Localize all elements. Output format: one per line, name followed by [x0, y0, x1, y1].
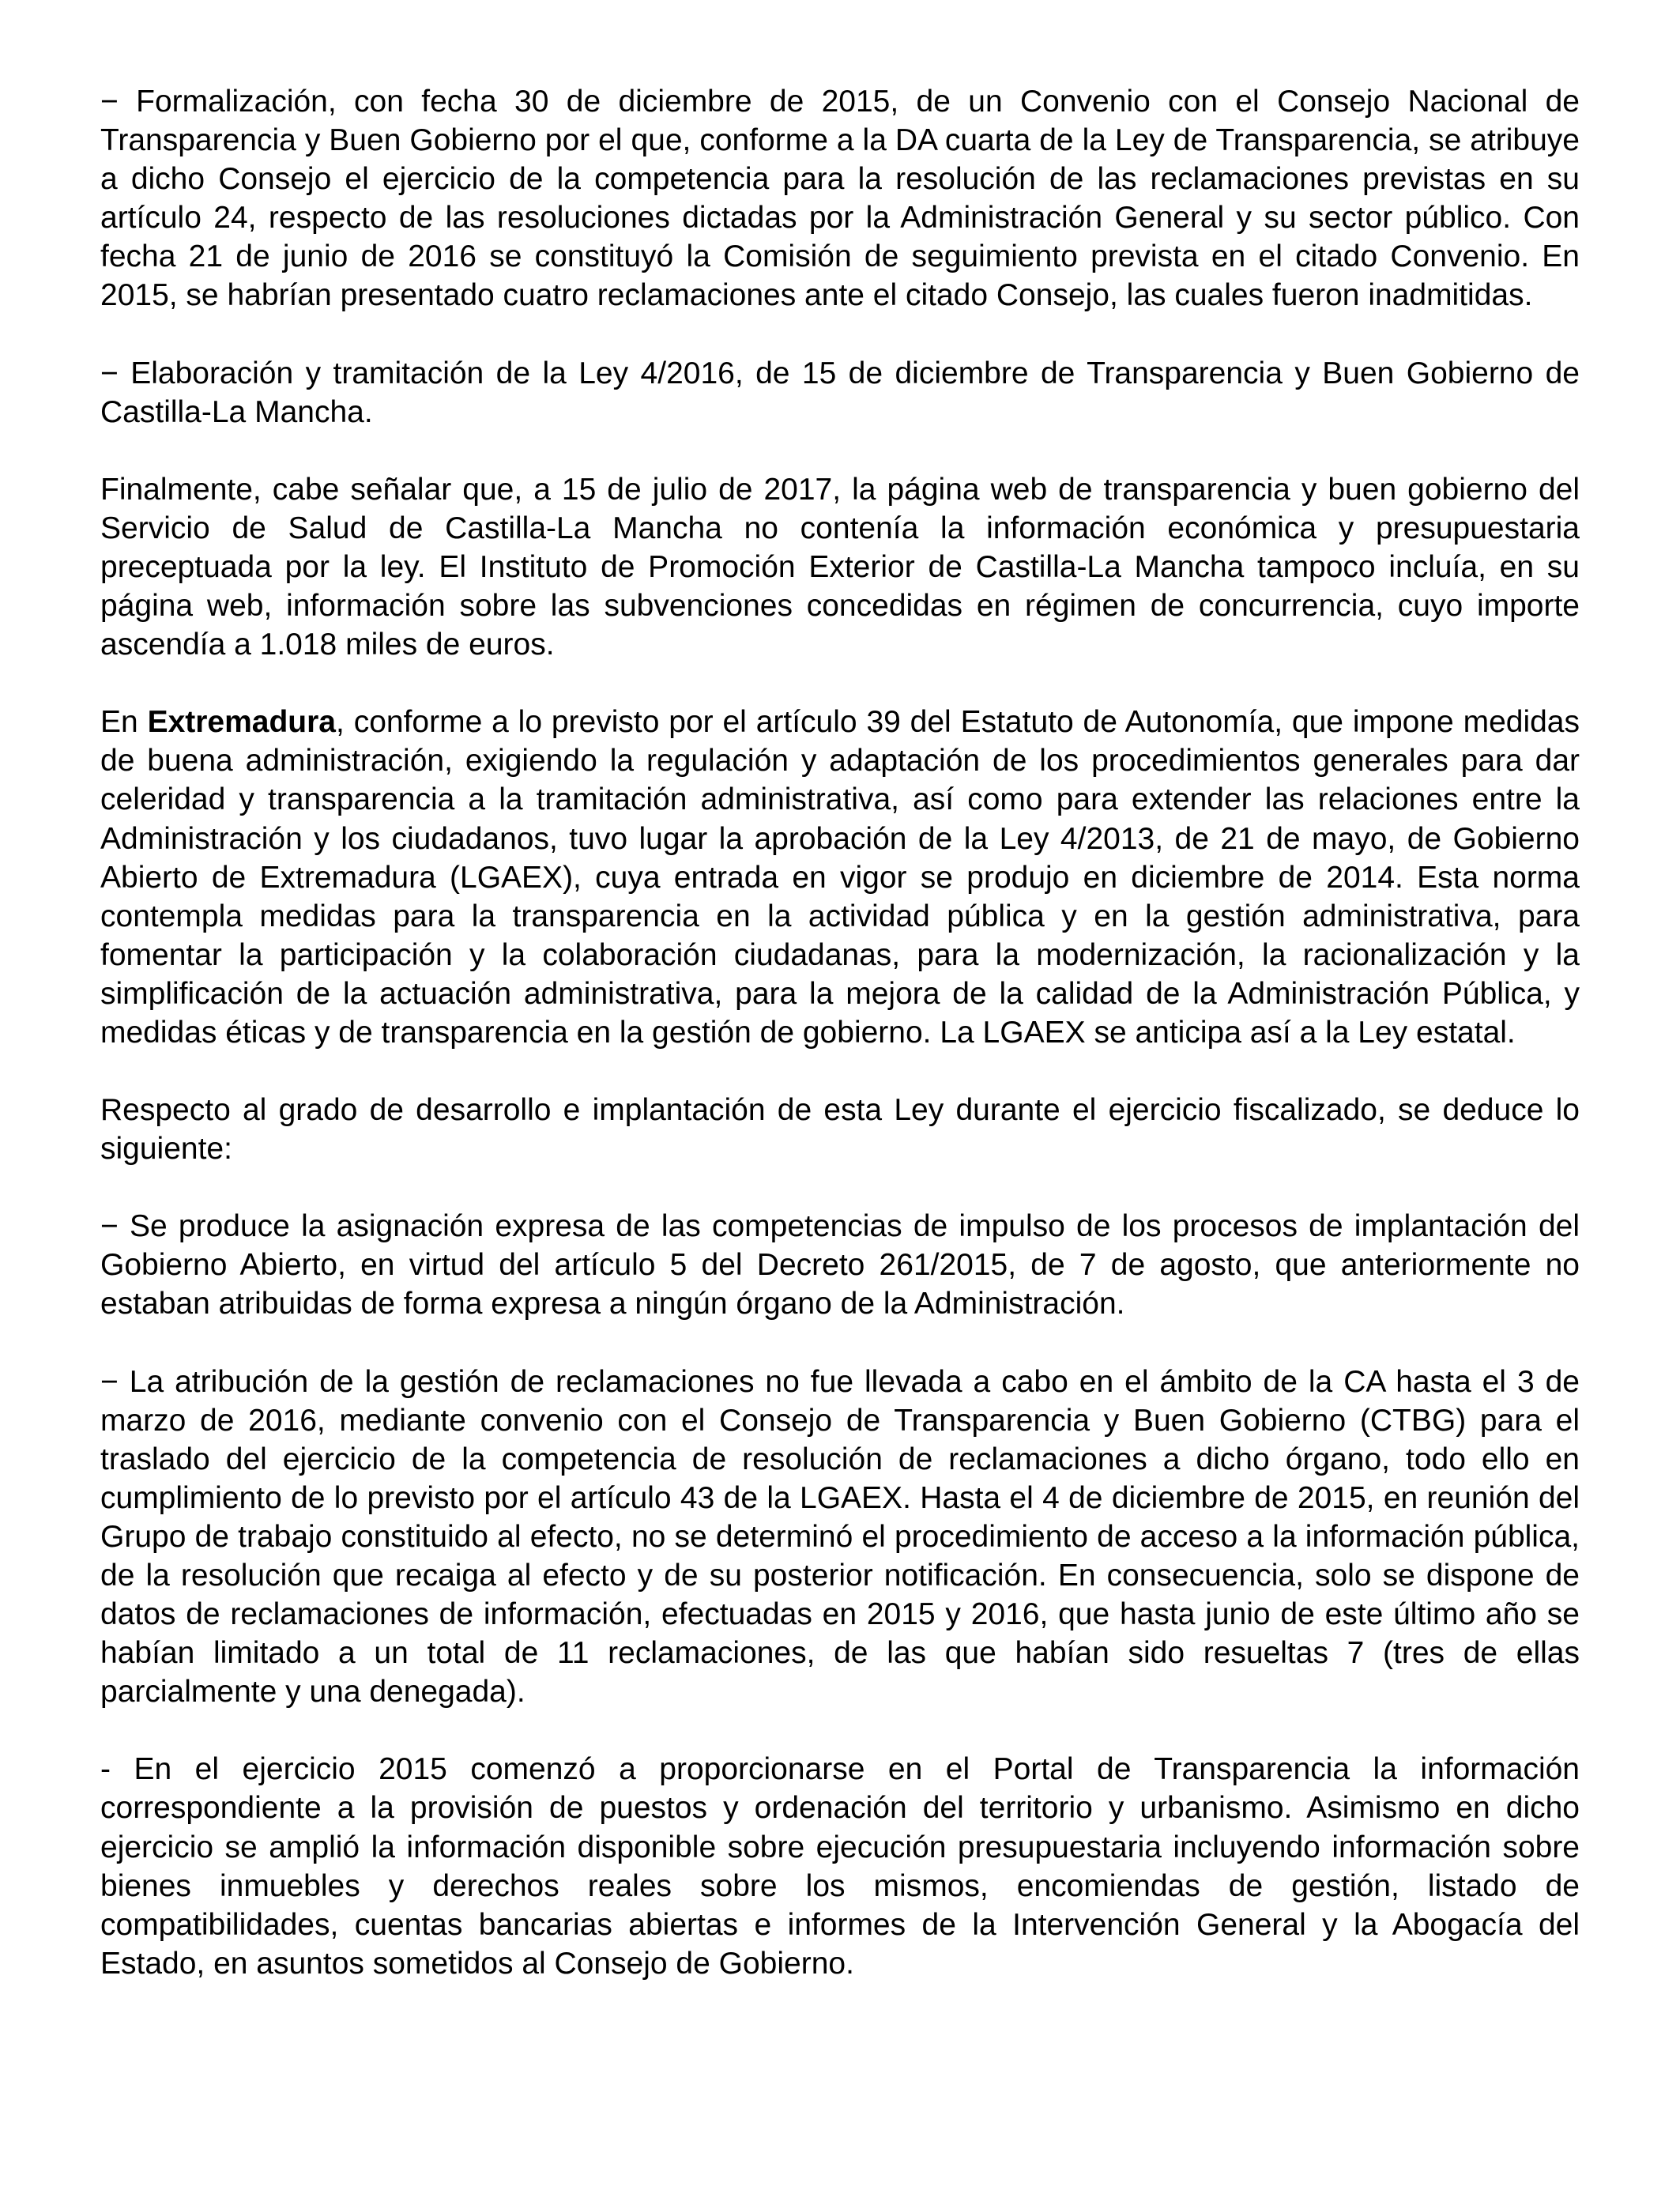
paragraph-text: Respecto al grado de desarrollo e implantación de esta Ley durante el ejercicio fiscalizado, se deduce lo siguiente:	[100, 1093, 1580, 1167]
paragraph-prefix: En	[100, 705, 148, 740]
paragraph-ley-castilla-la-mancha	[100, 354, 1580, 432]
paragraph-text: − Se produce la asignación expresa de las competencias de impulso de los procesos de implantación del Gobierno Abierto, en virtud del artículo 5 del Decreto 261/2015, de 7 de agosto, que anteriormente no estaban atribuidas de forma expresa a ningún órgano de la Administración.	[100, 1209, 1580, 1321]
paragraph-text: - En el ejercicio 2015 comenzó a proporcionarse en el Portal de Transparencia la información correspondiente a la provisión de puestos y ordenación del territorio y urbanismo. Asimismo en dicho ejercicio se amplió la información disponible sobre ejecución presupuestaria incluyendo información sobre bienes inmuebles y derechos reales sobre los mismos, encomiendas de gestión, listado de compatibilidades, cuentas bancarias abiertas e informes de la Intervención General y la Abogacía del Estado, en asuntos sometidos al Consejo de Gobierno.	[100, 1752, 1580, 1981]
paragraph-finalmente	[100, 470, 1580, 664]
region-name-bold: Extremadura	[147, 705, 336, 740]
paragraph-text: Finalmente, cabe señalar que, a 15 de julio de 2017, la página web de transparencia y buen gobierno del Servicio de Salud de Castilla-La Mancha no contenía la información económica y presupuestaria preceptuada por la ley. El Instituto de Promoción Exterior de Castilla-La Mancha tampoco incluía, en su página web, información sobre las subvenciones concedidas en régimen de concurrencia, cuyo importe ascendía a 1.018 miles de euros.	[100, 472, 1580, 662]
paragraph-extremadura	[100, 703, 1580, 1052]
paragraph-text: − Elaboración y tramitación de la Ley 4/2016, de 15 de diciembre de Transparencia y Buen Gobierno de Castilla-La Mancha.	[100, 356, 1580, 429]
paragraph-portal-transparencia	[100, 1750, 1580, 1983]
paragraph-atribucion-reclamaciones	[100, 1363, 1580, 1712]
document-page	[100, 82, 1580, 1983]
paragraph-text: , conforme a lo previsto por el artículo 39 del Estatuto de Autonomía, que impone medidas de buena administración, exigiendo la regulación y adaptación de los procedimientos generales para dar celeridad y transparencia a la tramitación administrativa, así como para extender las relaciones entre la Administración y los ciudadanos, tuvo lugar la aprobación de la Ley 4/2013, de 21 de mayo, de Gobierno Abierto de Extremadura (LGAEX), cuya entrada en vigor se produjo en diciembre de 2014. Esta norma contempla medidas para la transparencia en la actividad pública y en la gestión administrativa, para fomentar la participación y la colaboración ciudadanas, para la modernización, la racionalización y la simplificación de la actuación administrativa, para la mejora de la calidad de la Administración Pública, y medidas éticas y de transparencia en la gestión de gobierno. La LGAEX se anticipa así a la Ley estatal.	[100, 705, 1580, 1050]
paragraph-respecto-grado	[100, 1091, 1580, 1168]
paragraph-convenio-consejo	[100, 82, 1580, 315]
paragraph-text: − La atribución de la gestión de reclamaciones no fue llevada a cabo en el ámbito de la CA hasta el 3 de marzo de 2016, mediante convenio con el Consejo de Transparencia y Buen Gobierno (CTBG) para el traslado del ejercicio de la competencia de resolución de reclamaciones a dicho órgano, todo ello en cumplimiento de lo previsto por el artículo 43 de la LGAEX. Hasta el 4 de diciembre de 2015, en reunión del Grupo de trabajo constituido al efecto, no se determinó el procedimiento de acceso a la información pública, de la resolución que recaiga al efecto y de su posterior notificación. En consecuencia, solo se dispone de datos de reclamaciones de información, efectuadas en 2015 y 2016, que hasta junio de este último año se habían limitado a un total de 11 reclamaciones, de las que habían sido resueltas 7 (tres de ellas parcialmente y una denegada).	[100, 1364, 1580, 1710]
paragraph-asignacion-competencias	[100, 1207, 1580, 1323]
paragraph-text: − Formalización, con fecha 30 de diciembre de 2015, de un Convenio con el Consejo Nacional de Transparencia y Buen Gobierno por el que, conforme a la DA cuarta de la Ley de Transparencia, se atribuye a dicho Consejo el ejercicio de la competencia para la resolución de las reclamaciones previstas en su artículo 24, respecto de las resoluciones dictadas por la Administración General y su sector público. Con fecha 21 de junio de 2016 se constituyó la Comisión de seguimiento prevista en el citado Convenio. En 2015, se habrían presentado cuatro reclamaciones ante el citado Consejo, las cuales fueron inadmitidas.	[100, 85, 1580, 313]
